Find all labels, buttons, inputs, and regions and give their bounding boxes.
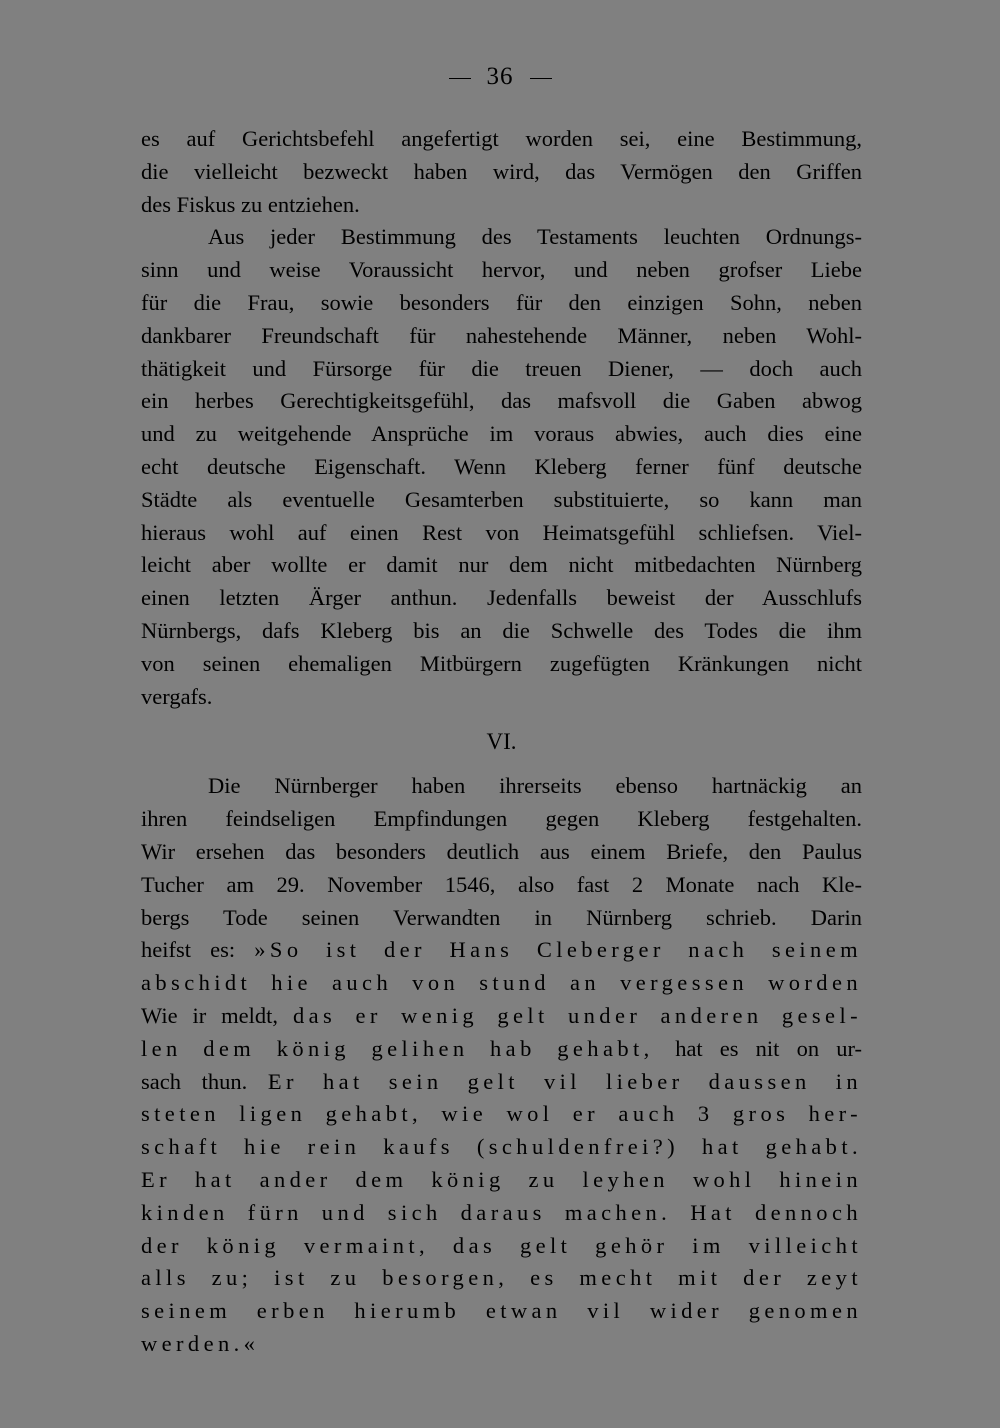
text-line: ein herbes Gerechtigkeitsgefühl, das mafsvoll die Gaben abwog [141,388,862,414]
text-segment: hat es nit on ur- [675,1035,862,1061]
quotation-segment: len dem könig gelihen hab gehabt, [141,1035,676,1061]
section-heading: VI. [486,729,517,755]
text-line [141,1033,862,1066]
quotation-line: der könig vermaint, das gelt gehör im villeicht [141,1232,862,1258]
text-line: bergs Tode seinen Verwandten in Nürnberg schrieb. Darin [141,904,862,930]
text-line: es auf Gerichtsbefehl angefertigt worden sei, eine Bestimmung, [141,126,862,151]
text-line: thätigkeit und Fürsorge für die treuen Diener, — doch auch [141,355,862,381]
text-line: die vielleicht bezweckt haben wird, das Vermögen den Griffen [141,158,862,184]
quotation-line: kinden fürn und sich daraus machen. Hat dennoch [141,1199,862,1225]
text-line: für die Frau, sowie besonders für den einzigen Sohn, neben [141,289,862,315]
text-line: echt deutsche Eigenschaft. Wenn Kleberg ferner fünf deutsche [141,453,862,479]
text-line: Aus jeder Bestimmung des Testaments leuchten Ordnungs- [208,224,862,250]
text-line: dankbarer Freundschaft für nahestehende Männer, neben Wohl- [141,322,862,348]
text-line: des Fiskus zu entziehen. [141,191,360,217]
quotation-line: werden.« [141,1330,260,1356]
text-line [141,934,862,967]
text-segment: heifst es: [141,937,255,963]
text-line: Tucher am 29. November 1546, also fast 2 Monate nach Kle- [141,871,862,897]
page-header [0,63,1000,91]
text-line: Nürnbergs, dafs Kleberg bis an die Schwelle des Todes die ihm [141,617,862,643]
body-text [141,123,862,1361]
text-line: sinn und weise Voraussicht hervor, und neben grofser Liebe [141,257,862,283]
quotation-line: Er hat ander dem könig zu leyhen wohl hinein [141,1166,862,1192]
text-line: und zu weitgehende Ansprüche im voraus abwies, auch dies eine [141,421,862,447]
text-segment: Wie ir meldt, [141,1002,293,1028]
text-line: Die Nürnberger haben ihrerseits ebenso hartnäckig an [208,773,862,799]
text-line: hieraus wohl auf einen Rest von Heimatsgefühl schliefsen. Viel- [141,519,862,545]
quotation-line: alls zu; ist zu besorgen, es mecht mit der zeyt [141,1265,862,1291]
quotation-line: steten ligen gehabt, wie wol er auch 3 gros her- [141,1101,862,1127]
quotation-segment: »So ist der Hans Cleberger nach seinem [254,937,862,963]
page-number: 36 [486,63,514,90]
text-line: einen letzten Ärger anthun. Jedenfalls beweist der Ausschlufs [141,585,862,611]
quotation-line: abschidt hie auch von stund an vergessen worden [141,970,862,996]
text-line: vergafs. [141,683,213,709]
quotation-line: seinem erben hierumb etwan vil wider genomen [141,1298,862,1324]
text-line: leicht aber wollte er damit nur dem nicht mitbedachten Nürnberg [141,552,862,578]
quotation-segment: das er wenig gelt under anderen gesel- [292,1002,862,1028]
quotation-line: schaft hie rein kaufs (schuldenfrei?) hat gehabt. [141,1134,862,1160]
header-dash-left [449,78,471,79]
text-line: Städte als eventuelle Gesamterben substituierte, so kann man [141,486,862,512]
text-line: von seinen ehemaligen Mitbürgern zugefügten Kränkungen nicht [141,650,862,676]
paragraph-1 [141,123,862,221]
text-line [141,1066,862,1099]
text-segment: sach thun. [141,1068,268,1094]
text-line: ihren feindseligen Empfindungen gegen Kleberg festgehalten. [141,806,862,832]
paragraph-2 [141,221,862,713]
text-line: Wir ersehen das besonders deutlich aus einem Briefe, den Paulus [141,838,862,864]
paragraph-3 [141,770,862,1360]
text-line [141,1000,862,1033]
header-dash-right [530,78,552,79]
quotation-segment: Er hat sein gelt vil lieber daussen in [267,1068,862,1094]
